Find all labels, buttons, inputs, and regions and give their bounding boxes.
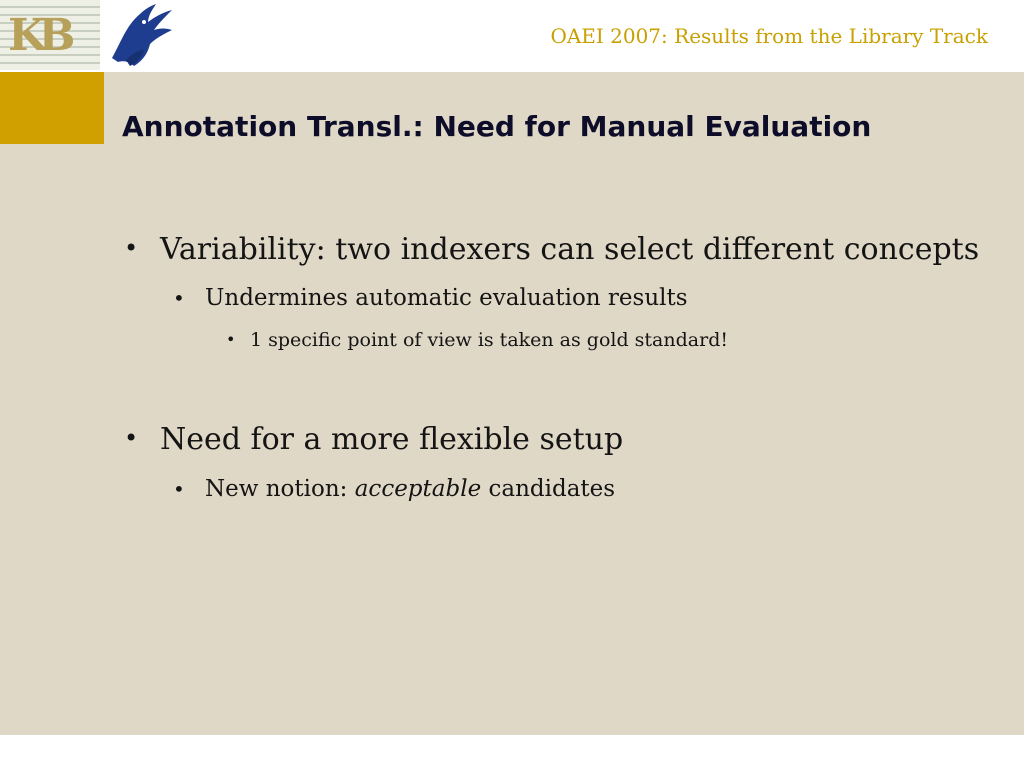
gold-accent-block [0, 72, 104, 144]
bullet-text: Need for a more flexible setup [160, 422, 624, 457]
sub-bullet-emphasis: acceptable [354, 476, 482, 502]
presentation-title: OAEI 2007: Results from the Library Track [550, 24, 988, 48]
bullet-dot-icon: • [173, 286, 185, 310]
bullet-dot-icon: • [124, 234, 139, 262]
sub-sub-bullet-text: 1 specific point of view is taken as gold standard! [250, 329, 728, 351]
sub-bullet-item [173, 285, 688, 311]
sub-bullet-item [173, 476, 616, 502]
bullet-dot-icon: • [124, 424, 139, 452]
sub-bullet-suffix: candidates [481, 476, 616, 502]
bullet-item [124, 422, 624, 457]
slide-content-area [0, 72, 1024, 735]
bullet-text: Variability: two indexers can select different concepts [160, 232, 980, 267]
footer-strip [0, 735, 1024, 768]
header-bar [0, 0, 1024, 72]
kb-logo-text: KB [8, 10, 68, 61]
slide-title: Annotation Transl.: Need for Manual Evaluation [122, 110, 872, 143]
kb-logo-icon [0, 0, 100, 70]
sub-sub-bullet-item [226, 329, 728, 351]
bullet-dot-icon: • [226, 330, 236, 349]
bullet-item [124, 232, 980, 267]
bullet-dot-icon: • [173, 477, 185, 501]
griffin-logo-icon [104, 0, 176, 72]
sub-bullet-prefix: New notion: [205, 476, 355, 502]
sub-bullet-text: Undermines automatic evaluation results [205, 285, 688, 311]
